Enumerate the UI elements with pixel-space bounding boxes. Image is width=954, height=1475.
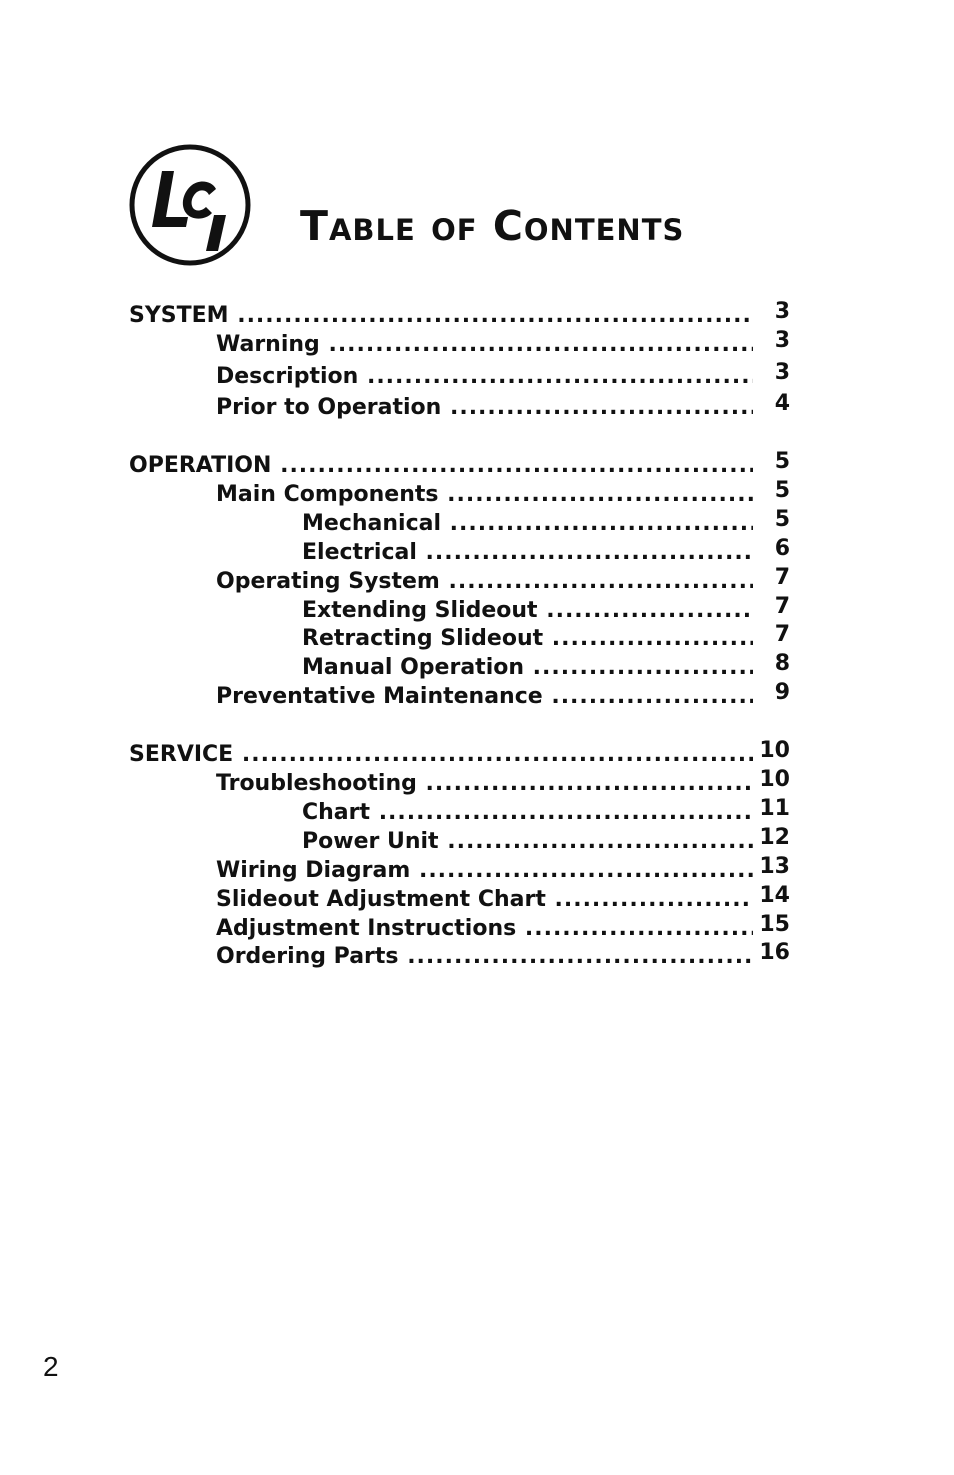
- toc-entry-prior-to-operation[interactable]: [0, 393, 954, 422]
- toc-entry-troubleshooting[interactable]: [0, 769, 954, 798]
- toc-entry-page: 12: [759, 825, 790, 850]
- toc-entry-label: Preventative Maintenance .....: [216, 682, 753, 711]
- toc-entry-page: 10: [759, 767, 790, 792]
- toc-entry-retracting-slideout[interactable]: [0, 624, 954, 653]
- toc-entry-warning[interactable]: [0, 330, 954, 359]
- toc-entry-label: Operating System .....: [216, 567, 753, 596]
- toc-entry-page: 4: [774, 391, 790, 416]
- toc-entry-page: 15: [759, 912, 790, 937]
- toc-entry-label: Power Unit .....: [302, 827, 753, 856]
- toc-entry-slideout-adjustment-chart[interactable]: [0, 885, 954, 914]
- toc-entry-page: 5: [774, 449, 790, 474]
- toc-entry-label: Slideout Adjustment Chart .....: [216, 885, 753, 914]
- toc-entry-label: Retracting Slideout .....: [302, 624, 753, 653]
- toc-entry-manual-operation[interactable]: [0, 653, 954, 682]
- toc-entry-adjustment-instructions[interactable]: [0, 914, 954, 943]
- toc-entry-description[interactable]: [0, 362, 954, 391]
- toc-entry-label: Electrical .....: [302, 538, 753, 567]
- toc-entry-label: Chart .....: [302, 798, 753, 827]
- toc-entry-label: OPERATION .....: [129, 451, 753, 480]
- page-title: Table of Contents: [300, 202, 685, 250]
- toc-entry-label: Warning .....: [216, 330, 753, 359]
- toc-entry-service[interactable]: [0, 740, 954, 769]
- toc-entry-label: Prior to Operation .....: [216, 393, 753, 422]
- toc-entry-label: Main Components .....: [216, 480, 753, 509]
- toc-entry-page: 7: [774, 622, 790, 647]
- toc-entry-label: Adjustment Instructions .....: [216, 914, 753, 943]
- toc-entry-system[interactable]: [0, 301, 954, 330]
- toc-entry-main-components[interactable]: [0, 480, 954, 509]
- toc-entry-page: 7: [774, 565, 790, 590]
- toc-entry-operation[interactable]: [0, 451, 954, 480]
- lci-logo-icon: [128, 143, 252, 267]
- toc-entry-page: 8: [774, 651, 790, 676]
- toc-entry-label: Wiring Diagram .....: [216, 856, 753, 885]
- toc-entry-electrical[interactable]: [0, 538, 954, 567]
- page-number: 2: [43, 1351, 59, 1382]
- toc-entry-page: 6: [774, 536, 790, 561]
- toc-entry-page: 13: [759, 854, 790, 879]
- toc-entry-power-unit[interactable]: [0, 827, 954, 856]
- toc-entry-ordering-parts[interactable]: [0, 942, 954, 971]
- toc-entry-label: Description .....: [216, 362, 753, 391]
- toc-entry-page: 11: [759, 796, 790, 821]
- toc-entry-chart[interactable]: [0, 798, 954, 827]
- toc-entry-extending-slideout[interactable]: [0, 596, 954, 625]
- toc-entry-mechanical[interactable]: [0, 509, 954, 538]
- toc-entry-label: Extending Slideout .....: [302, 596, 753, 625]
- toc-entry-page: 3: [774, 328, 790, 353]
- toc-entry-label: Mechanical .....: [302, 509, 753, 538]
- toc-entry-page: 7: [774, 594, 790, 619]
- toc-entry-label: Troubleshooting .....: [216, 769, 753, 798]
- toc-entry-page: 5: [774, 478, 790, 503]
- toc-entry-page: 5: [774, 507, 790, 532]
- toc-entry-label: SERVICE .....: [129, 740, 753, 769]
- toc-entry-wiring-diagram[interactable]: [0, 856, 954, 885]
- toc-entry-page: 10: [759, 738, 790, 763]
- lci-logo: [128, 143, 252, 267]
- toc-entry-operating-system[interactable]: [0, 567, 954, 596]
- toc-entry-label: Ordering Parts .....: [216, 942, 753, 971]
- toc-entry-page: 14: [759, 883, 790, 908]
- toc-entry-page: 16: [759, 940, 790, 965]
- toc-entry-page: 3: [774, 299, 790, 324]
- toc-entry-label: SYSTEM .....: [129, 301, 753, 330]
- toc-entry-page: 3: [774, 360, 790, 385]
- toc-entry-page: 9: [774, 680, 790, 705]
- toc-entry-label: Manual Operation .....: [302, 653, 753, 682]
- toc-entry-preventative-maintenance[interactable]: [0, 682, 954, 711]
